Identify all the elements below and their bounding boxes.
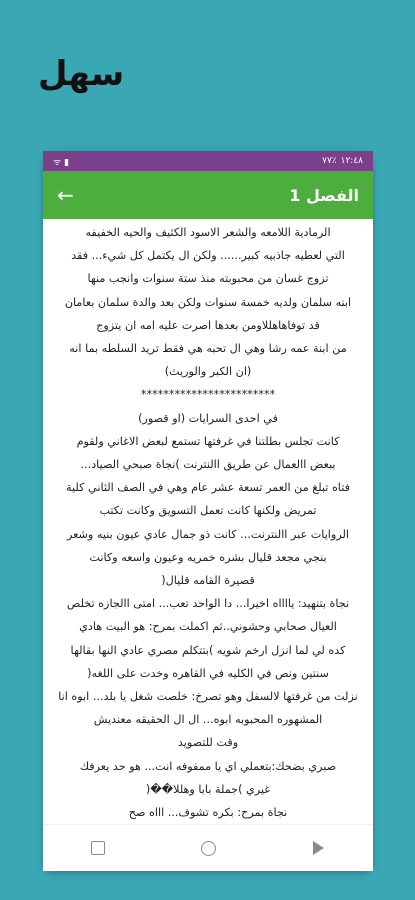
chapter-content[interactable] — [43, 219, 373, 825]
system-navigation-bar — [43, 824, 373, 871]
story-line: سنتين ونص في الكليه في القاهره وخدت على اللغه( — [87, 666, 329, 680]
app-bar — [43, 171, 373, 219]
back-arrow-icon[interactable]: ← — [57, 183, 74, 207]
story-line: من ابنة عمه رشا وهي ال تحبه هي فقط تريد السلطه بما انه — [69, 342, 347, 356]
story-line: (ان الكبر والوريث) — [164, 365, 252, 379]
square-icon — [91, 841, 105, 855]
story-line: الروايات عبر االنترنت... كانت ذو جمال عادي عيون بنيه وشعر — [66, 527, 350, 541]
story-line: تمريض ولكنها كانت تعمل التسويق وكانت تكتب — [99, 504, 317, 518]
status-right — [322, 156, 363, 166]
story-line: التي لعطيه جاذبيه كبير...... ولكن ال يكتمل كل شيء... فقد — [71, 249, 345, 263]
phone-screen — [43, 151, 373, 871]
signal-icons: ᯤ ▮ — [53, 157, 70, 168]
story-line: وقت للتصويد — [177, 736, 239, 750]
story-line: كده لي لما انزل ارخم شويه )بتتكلم مصري عادي النها بقالها — [70, 643, 346, 657]
story-line: ابنه سلمان ولديه خمسة سنوات ولكن بعد والدة سلمان بعامان — [64, 295, 352, 309]
story-line: قد توفاهاهللاومن بعدها اصرت عليه امه ان يتزوج — [96, 318, 320, 332]
story-line: المشهوره المحبوبه ابوه... ال ال الحقيقه معنديش — [93, 713, 323, 727]
story-line: بنجي مجعد قليال بشره خمريه وعيون واسعه وكانت — [89, 550, 327, 564]
story-line: صبري بضحك:بتعملي اي يا ممفوفه انت... هو حد يعرفك — [79, 759, 337, 773]
story-line: نجاة بمرح: بكره تشوف... اااه صح — [128, 806, 288, 820]
story-line: ************************ — [140, 388, 276, 402]
recents-button[interactable] — [85, 835, 111, 861]
status-time: ١٢:٤٨ — [340, 156, 363, 166]
story-line: الرمادية اللامعه والشعر الاسود الكثيف والحيه الخفيفه — [85, 226, 331, 239]
story-line: كانت تجلس بطلتنا في غرفتها تستمع لبعض الاغاني ولقوم — [76, 434, 340, 448]
story-line: في احدى السرايات (او قصور) — [138, 411, 278, 425]
story-line: ببعض االعمال عن طريق االنترنت )نجاة صبحي الصياد... — [80, 458, 336, 472]
battery-level: ٧٧٪ — [322, 156, 337, 166]
status-left — [53, 155, 69, 168]
story-line: العيال صحابي وحشوني..ثم اكملت بمرح: هو البيت هادي — [79, 620, 337, 634]
back-button[interactable] — [305, 835, 331, 861]
home-button[interactable] — [195, 835, 221, 861]
story-line: فتاه تبلغ من العمر تسعة عشر عام وهي في الصف الثاني كلية — [66, 481, 350, 495]
story-line: قصيرة القامه قليال( — [161, 574, 255, 588]
story-line: غيري )جملة بابا وهللا��( — [145, 782, 271, 796]
story-line: تزوج غسان من محبوبته منذ ستة سنوات وانجب منها — [87, 272, 329, 286]
chapter-title: الفصل 1 — [289, 185, 359, 205]
story-line: نجاة بتنهيد: يااااه اخيرا... دا الواحد تعب... امتى االجازه تخلص — [66, 597, 350, 611]
circle-icon — [201, 841, 216, 856]
story-line: نزلت من غرفتها لالسفل وهو تصرخ: خلصت شغل يا بلد... ابوه انا — [58, 690, 358, 704]
triangle-back-icon — [313, 841, 324, 855]
app-brand-title: سهل — [38, 54, 125, 94]
status-bar — [43, 151, 373, 171]
